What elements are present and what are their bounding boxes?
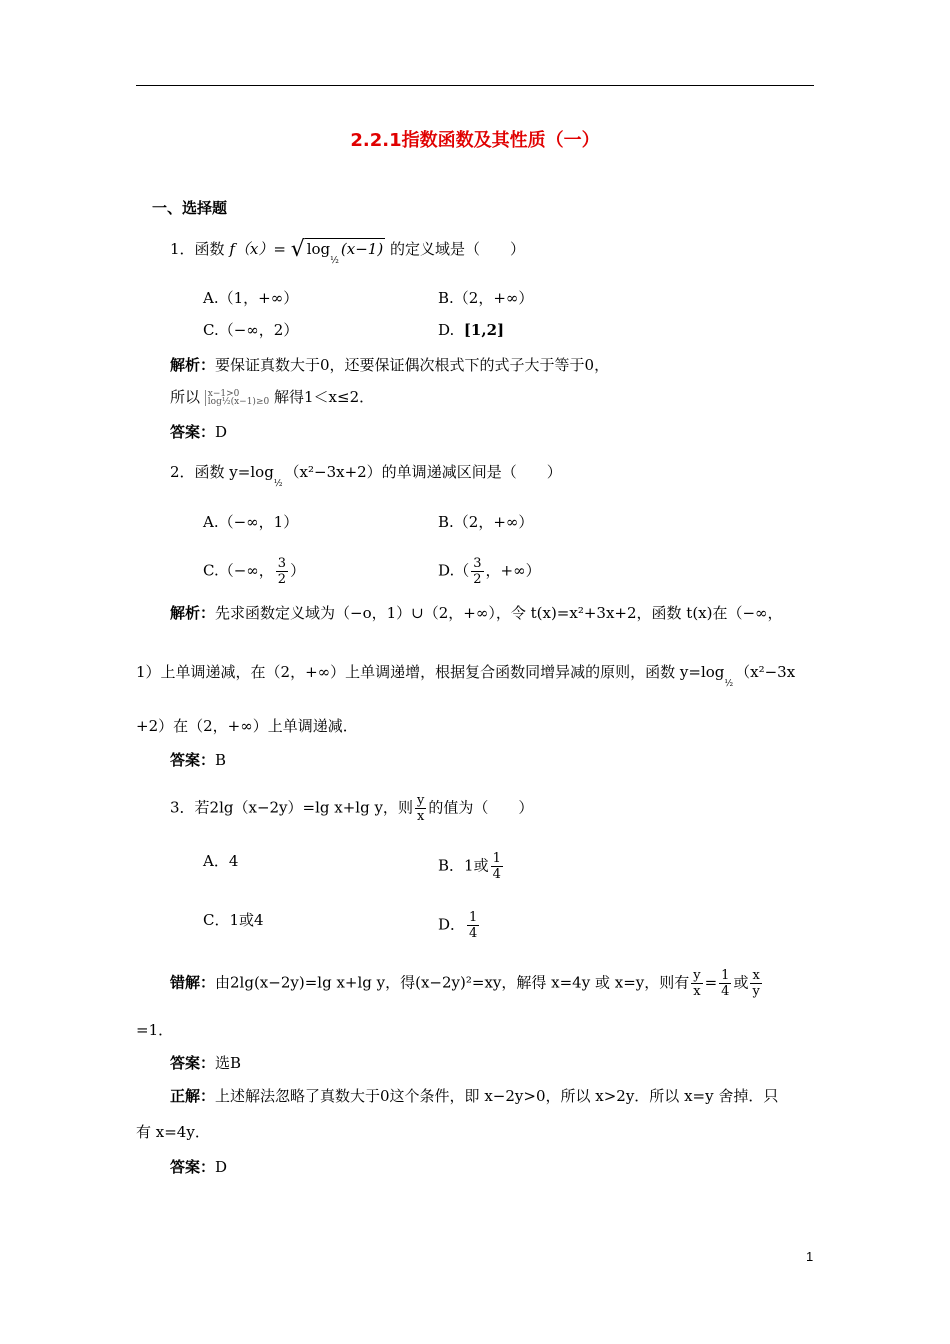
q2-option-d: D.（ $\frac{3}{2}$ ，+∞） xyxy=(438,556,541,587)
inequality-system: x−1>0 log½(x−1)≥0 xyxy=(205,390,269,406)
q1-option-d: D. [1,2] xyxy=(438,321,505,339)
q2-option-b: B.（2，+∞） xyxy=(438,513,534,531)
q2-answer: 答案：B xyxy=(170,751,227,769)
q3-option-b: B．1或 $\frac{1}{4}$ xyxy=(438,851,501,882)
question-2-stem: 2．函数 $y=\log_{\frac{1}{2}}(x^2-3x+2)$的单调递减区间是（ ） xyxy=(170,463,562,489)
q2-analysis-2: 1）上单调递减，在（2，+∞）上单调递增，根据复合函数同增异减的原则，函数 $y=\log_{\frac{1}{2}}(x^2-3x$ xyxy=(136,663,796,689)
q3-wrong-solution-end: =1． xyxy=(136,1021,174,1039)
page-number: 1 xyxy=(806,1249,814,1264)
q1-analysis: 解析：要保证真数大于0，还要保证偶次根式下的式子大于等于0， xyxy=(170,356,610,374)
q2-analysis-1: 解析：先求函数定义域为（−o，1）∪（2，+∞），令 t(x)=x²+3x+2，函数 t(x)在（−∞， xyxy=(170,604,783,622)
q3-answer-1: 答案：选B xyxy=(170,1054,242,1072)
section-heading: 一、选择题 xyxy=(152,199,228,217)
q3-correct-solution-2: 有 x=4y． xyxy=(136,1123,210,1141)
q2-analysis-3: +2）在（2，+∞）上单调递减． xyxy=(136,717,358,735)
q3-option-d: D． $\frac{1}{4}$ xyxy=(438,910,478,941)
q3-option-c: C．1或4 xyxy=(203,911,264,929)
q2-option-c: C.（−∞， $\frac{3}{2}$ ） xyxy=(203,556,306,587)
question-1-stem: 1．函数 f（x）= √ $\log_{\frac{1}{2}}(x-1)$ 的定义域是（ ） xyxy=(170,237,525,266)
q1-analysis-2: 所以 x−1>0 log½(x−1)≥0 解得1＜x≤2． xyxy=(170,388,375,407)
q3-answer-2: 答案：D xyxy=(170,1158,228,1176)
page-title: 2.2.1指数函数及其性质（一） xyxy=(350,130,600,151)
q1-option-b: B.（2，+∞） xyxy=(438,289,534,307)
q3-wrong-solution: 错解：由2lg(x−2y)=lg x+lg y，得(x−2y)²=xy，解得 x=4y 或 x=y，则有 $\frac{y}{x}$ = $\frac{1}{4}$ 或 $\frac{x}{y}$ xyxy=(170,968,760,999)
q3-correct-solution: 正解：上述解法忽略了真数大于0这个条件，即 x−2y>0，所以 x>2y．所以 x=y 舍掉．只 xyxy=(170,1087,779,1105)
header-rule xyxy=(136,85,814,86)
q1-option-a: A.（1，+∞） xyxy=(203,289,299,307)
q3-option-a: A．4 xyxy=(203,852,239,870)
q2-option-a: A.（−∞，1） xyxy=(203,513,299,531)
q1-answer: 答案：D xyxy=(170,423,228,441)
q1-option-c: C.（−∞，2） xyxy=(203,321,299,339)
question-3-stem: 3．若2lg（x−2y）=lg x+lg y，则 $\frac{y}{x}$ 的值为（ ） xyxy=(170,793,534,824)
